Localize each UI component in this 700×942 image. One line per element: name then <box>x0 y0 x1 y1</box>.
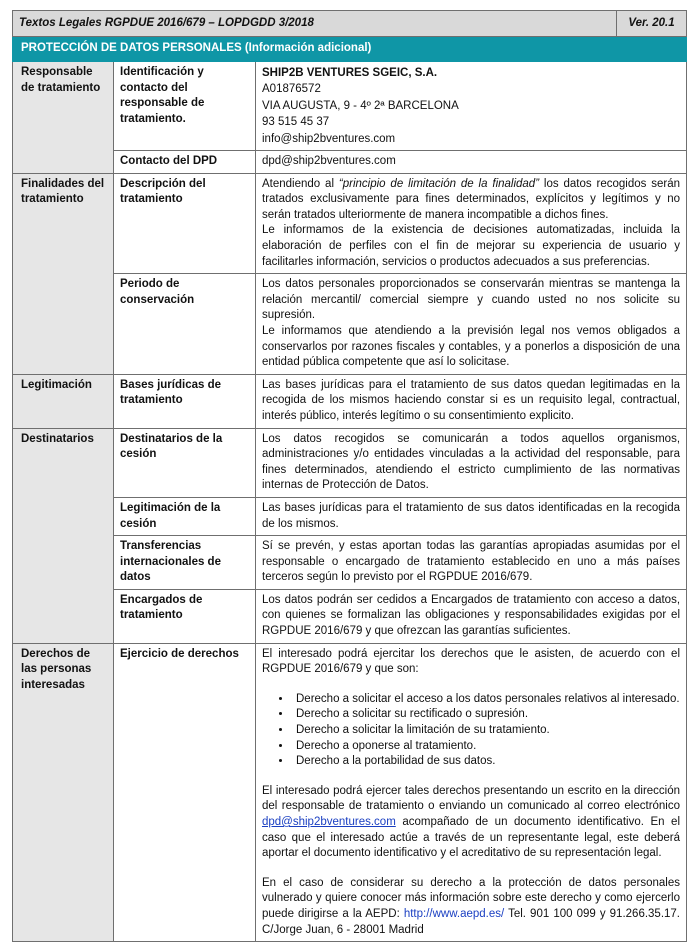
list-item: • Derecho a solicitar su rectificado o supresión. <box>292 707 680 723</box>
table-row <box>13 173 687 274</box>
field-label-ejercicio: Ejercicio de derechos <box>114 643 256 942</box>
aepd-paragraph <box>262 876 680 938</box>
section-title-row <box>13 38 687 62</box>
field-value-ejercicio <box>256 643 687 942</box>
table-row <box>13 536 687 590</box>
category-derechos: Derechos de las personas interesadas <box>13 643 114 942</box>
table-row <box>13 62 687 151</box>
category-legitimacion: Legitimación <box>13 374 114 428</box>
field-value-bases: Las bases jurídicas para el tratamiento de sus datos quedan legitimadas en la recogida de los mismos haciendo constar si es un requisito legal, contractual, interés público, interés legítimo o su consentimiento explicito. <box>256 374 687 428</box>
category-finalidades: Finalidades del tratamiento <box>13 173 114 374</box>
table-row <box>13 497 687 535</box>
table-row <box>13 374 687 428</box>
aepd-url-link[interactable]: http://www.aepd.es/ <box>403 907 505 920</box>
category-responsable: Responsable de tratamiento <box>13 62 114 174</box>
text-segment: los datos recogidos serán tratados exclusivamente para fines determinados, explícitos y legítimos y no serán tratados ulteriormente de manera incompatible a dichos fines. <box>262 177 681 221</box>
text-segment: Atendiendo al <box>262 177 339 190</box>
descripcion-paragraph <box>262 177 680 224</box>
field-value-encargados: Los datos podrán ser cedidos a Encargados de tratamiento con acceso a datos, con quienes se formalizan las obligaciones y responsabilidades exigidas por el RGPDUE 2016/679 y que ofrezcan las garantías suficientes. <box>256 589 687 643</box>
field-value-identificacion <box>256 62 687 151</box>
list-item: • Derecho a oponerse al tratamiento. <box>292 739 680 755</box>
legal-document <box>12 10 686 942</box>
rights-intro: El interesado podrá ejercitar los derechos que le asisten, de acuerdo con el RGPDUE 2016/679 y que son: <box>262 647 681 676</box>
company-email: info@ship2bventures.com <box>262 132 396 145</box>
field-value-dpd: dpd@ship2bventures.com <box>256 151 687 174</box>
field-label-legitimacion-cesion: Legitimación de la cesión <box>114 497 256 535</box>
table-row <box>13 589 687 643</box>
list-item: • Derecho a solicitar la limitación de su tratamiento. <box>292 723 680 739</box>
company-address: VIA AUGUSTA, 9 - 4º 2ª BARCELONA <box>262 99 459 112</box>
company-cif: A01876572 <box>262 83 321 96</box>
text-segment: En el caso de considerar su derecho a la protección de datos personales vulnerado y quiere conocer más información sobre este derecho y como ejercerlo puede dirigirse a la AEPD: <box>262 876 681 920</box>
table-row <box>13 151 687 174</box>
field-label-periodo: Periodo de conservación <box>114 274 256 375</box>
periodo-paragraph-2: Le informamos que atendiendo a la previsión legal nos vemos obligados a conservarlos por razones fiscales y contables, y a ponerlos a disposición de una entidad pública competente que así lo solicitase. <box>262 324 681 369</box>
field-label-encargados: Encargados de tratamiento <box>114 589 256 643</box>
category-destinatarios: Destinatarios <box>13 428 114 643</box>
field-value-destinatarios-cesion: Los datos recogidos se comunicarán a todos aquellos organismos, administraciones y/o entidades vinculadas a la actividad del responsable, para fines determinados, atendiendo el estricto cumplimiento de las normativas internas de Protección de Datos. <box>256 428 687 497</box>
text-segment: Tel. 901 100 099 y 91.266.35.17. C/Jorge Juan, 6 - 28001 Madrid <box>262 907 681 936</box>
field-value-legitimacion-cesion: Las bases jurídicas para el tratamiento de sus datos identificadas en la recogida de los mismos. <box>256 497 687 535</box>
table-row <box>13 643 687 942</box>
field-label-dpd: Contacto del DPD <box>114 151 256 174</box>
field-value-periodo <box>256 274 687 375</box>
text-segment: El interesado podrá ejercer tales derechos presentando un escrito en la dirección del responsable de tratamiento o enviando un comunicado al correo electrónico <box>262 784 681 813</box>
list-item: • Derecho a la portabilidad de sus datos. <box>292 754 680 770</box>
rights-list <box>262 692 680 770</box>
spacer <box>262 862 680 876</box>
table-row <box>13 274 687 375</box>
document-version: Ver. 20.1 <box>617 11 687 37</box>
document-header-table <box>12 10 687 37</box>
field-value-descripcion <box>256 173 687 274</box>
periodo-paragraph: Los datos personales proporcionados se conservarán mientras se mantenga la relación mercantil/ comercial siempre y cuando usted no nos solicite su supresión. <box>262 278 681 322</box>
dpd-email-link[interactable]: dpd@ship2bventures.com <box>262 816 396 828</box>
text-segment: acompañado de un documento identificativo. En el caso que el interesado actúe a través de un representante legal, este deberá aportar el documento identificativo y el acreditativo de su representación legal. <box>262 816 681 860</box>
table-row <box>13 428 687 497</box>
company-name: SHIP2B VENTURES SGEIC, S.A. <box>262 67 438 79</box>
field-value-transferencias: Sí se prevén, y estas aportan todas las garantías apropiadas asumidas por el responsable o encargado de tratamiento establecido en uno a más países terceros según lo previsto por el RGPDUE 2016/679. <box>256 536 687 590</box>
document-header-row <box>13 11 687 37</box>
field-label-bases: Bases jurídicas de tratamiento <box>114 374 256 428</box>
list-item: • Derecho a solicitar el acceso a los datos personales relativos al interesado. <box>292 692 680 708</box>
principle-quote: “principio de limitación de la finalidad” <box>338 177 540 190</box>
section-title: PROTECCIÓN DE DATOS PERSONALES (Información adicional) <box>13 38 687 62</box>
field-label-transferencias: Transferencias internacionales de datos <box>114 536 256 590</box>
descripcion-paragraph-2: Le informamos de la existencia de decisiones automatizadas, incluida la elaboración de perfiles con el fin de mejorar su experiencia de usuario y facilitarles información, servicios o productos adecuados a sus preferencias. <box>262 224 681 268</box>
company-phone: 93 515 45 37 <box>262 116 330 129</box>
field-label-descripcion: Descripción del tratamiento <box>114 173 256 274</box>
field-label-destinatarios-cesion: Destinatarios de la cesión <box>114 428 256 497</box>
data-protection-table <box>12 37 687 942</box>
field-label-identificacion: Identificación y contacto del responsable de tratamiento. <box>114 62 256 151</box>
rights-exercise-paragraph <box>262 784 680 862</box>
document-title: Textos Legales RGPDUE 2016/679 – LOPDGDD 3/2018 <box>13 11 617 37</box>
